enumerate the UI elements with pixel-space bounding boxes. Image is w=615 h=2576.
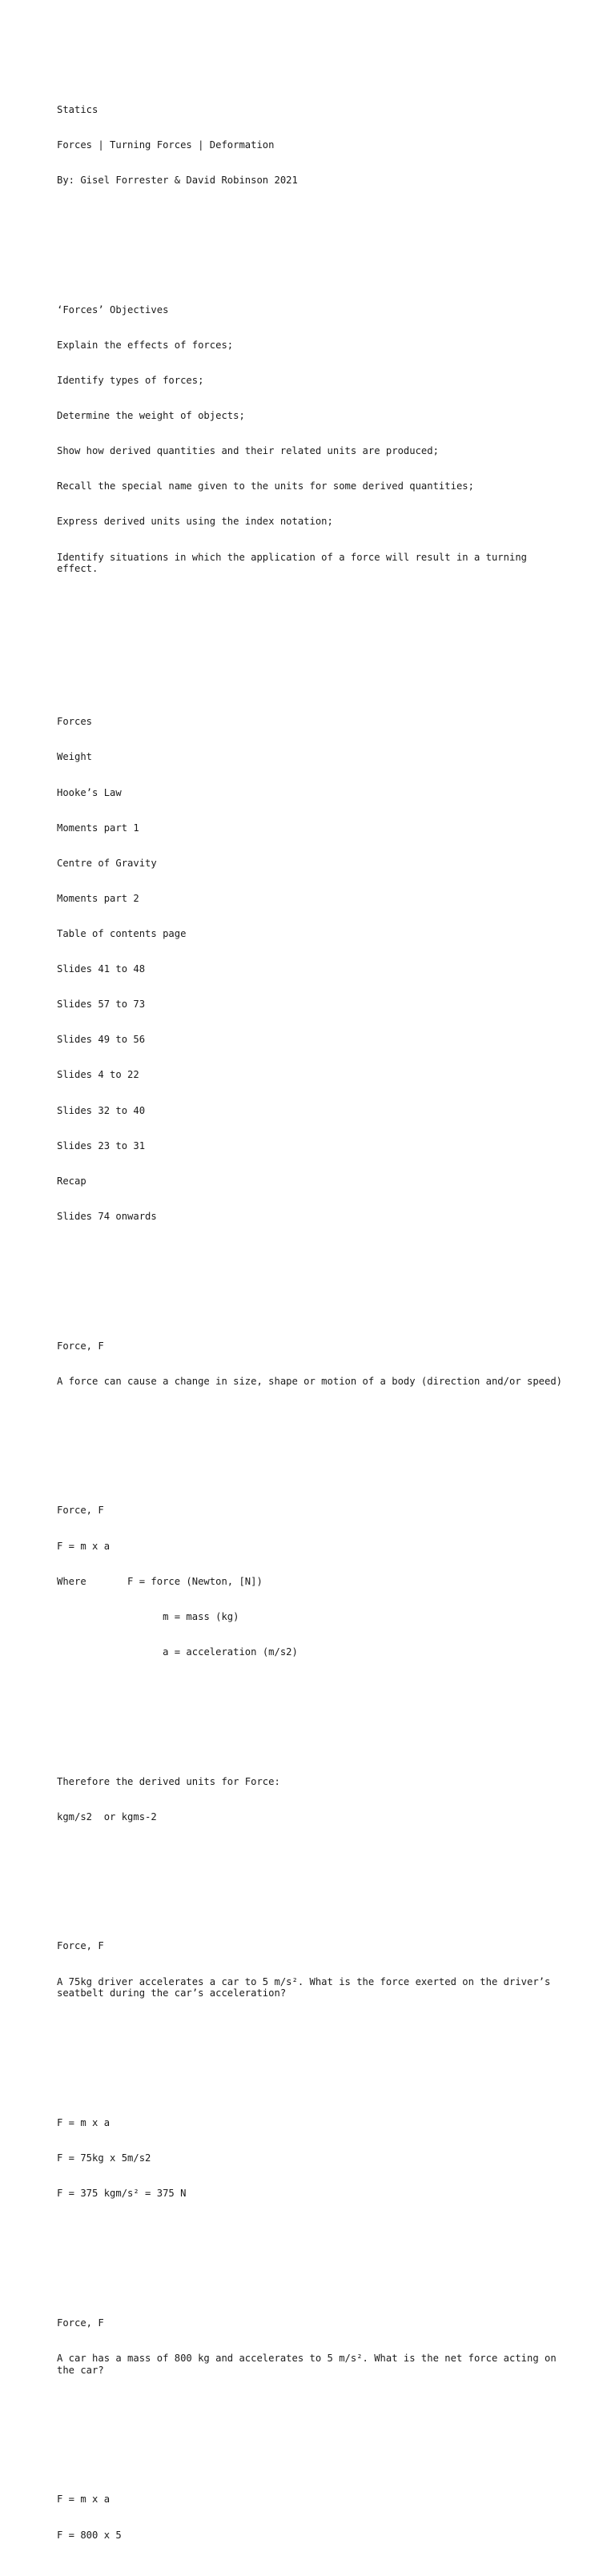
spacer (57, 2423, 569, 2435)
paragraph: A 75kg driver accelerates a car to 5 m/s². What is the force exerted on the driver’s seatbelt during the car’s acceleration? (57, 1975, 557, 1999)
contents-item: Slides 23 to 31 (57, 1139, 146, 1151)
contents-item: Slides 4 to 22 (57, 1069, 139, 1081)
formula-line: F = m x a (57, 2494, 111, 2506)
objective-item: Recall the special name given to the units for some derived quantities; (57, 480, 474, 492)
contents-block (57, 693, 569, 1246)
definition-block (57, 1316, 569, 1411)
doc-subtitle: Forces | Turning Forces | Deformation (57, 139, 275, 151)
spacer (57, 1434, 569, 1446)
section-heading: Force, F (57, 1940, 104, 1952)
formula-block (57, 1481, 569, 1682)
contents-item: Slides 41 to 48 (57, 963, 146, 975)
spacer (57, 234, 569, 246)
contents-item: Hooke’s Law (57, 786, 122, 798)
objectives-heading: ‘Forces’ Objectives (57, 303, 169, 315)
spacer (57, 1269, 569, 1281)
contents-item: Moments part 1 (57, 822, 139, 834)
paragraph: Therefore the derived units for Force: (57, 1775, 280, 1787)
solution-2-block (57, 2470, 569, 2565)
formula-line: m = mass (kg) (57, 1610, 239, 1622)
contents-item: Slides 57 to 73 (57, 999, 146, 1011)
formula-line: F = m x a (57, 2116, 111, 2128)
section-heading: Force, F (57, 1505, 104, 1517)
formula-line: a = acceleration (m/s2) (57, 1646, 298, 1658)
contents-item: Recap (57, 1175, 86, 1187)
objectives-block (57, 280, 569, 598)
doc-title: Statics (57, 103, 98, 115)
spacer (57, 2047, 569, 2059)
solution-1-block (57, 2094, 569, 2224)
contents-item: Centre of Gravity (57, 857, 157, 869)
derived-units-block (57, 1752, 569, 1847)
section-heading: Force, F (57, 1340, 104, 1352)
contents-item: Slides 74 onwards (57, 1210, 157, 1222)
objective-item: Determine the weight of objects; (57, 410, 245, 422)
spacer (57, 1870, 569, 1882)
objective-item: Identify situations in which the application of a force will result in a turning effect. (57, 551, 533, 575)
contents-item: Weight (57, 751, 93, 763)
paragraph: kgm/s2 or kgms-2 (57, 1810, 157, 1822)
doc-authors: By: Gisel Forrester & David Robinson 2021 (57, 175, 298, 187)
contents-item: Forces (57, 716, 93, 728)
spacer (57, 2247, 569, 2259)
contents-item: Table of contents page (57, 928, 187, 939)
contents-item: Moments part 2 (57, 892, 139, 904)
formula-line: F = 800 x 5 (57, 2529, 122, 2541)
contents-item: Slides 32 to 40 (57, 1104, 146, 1116)
document-page (57, 57, 569, 2576)
objective-item: Identify types of forces; (57, 374, 204, 386)
example-2-block (57, 2293, 569, 2399)
objective-item: Express derived units using the index notation; (57, 516, 333, 528)
formula-line: F = 75kg x 5m/s2 (57, 2152, 151, 2164)
objective-item: Show how derived quantities and their related units are produced; (57, 445, 439, 457)
section-heading: Force, F (57, 2317, 104, 2329)
paragraph: A force can cause a change in size, shape or motion of a body (direction and/or speed) (57, 1375, 563, 1387)
objective-item: Explain the effects of forces; (57, 339, 234, 351)
paragraph: A car has a mass of 800 kg and accelerates to 5 m/s². What is the net force acting on the car? (57, 2352, 563, 2376)
spacer (57, 1705, 569, 1717)
formula-line: Where F = force (Newton, [N]) (57, 1575, 263, 1587)
example-1-block (57, 1917, 569, 2023)
header-block (57, 80, 569, 210)
spacer (57, 622, 569, 657)
contents-item: Slides 49 to 56 (57, 1034, 146, 1046)
formula-line: F = 375 kgm/s² = 375 N (57, 2188, 187, 2200)
formula-line: F = m x a (57, 1540, 111, 1552)
